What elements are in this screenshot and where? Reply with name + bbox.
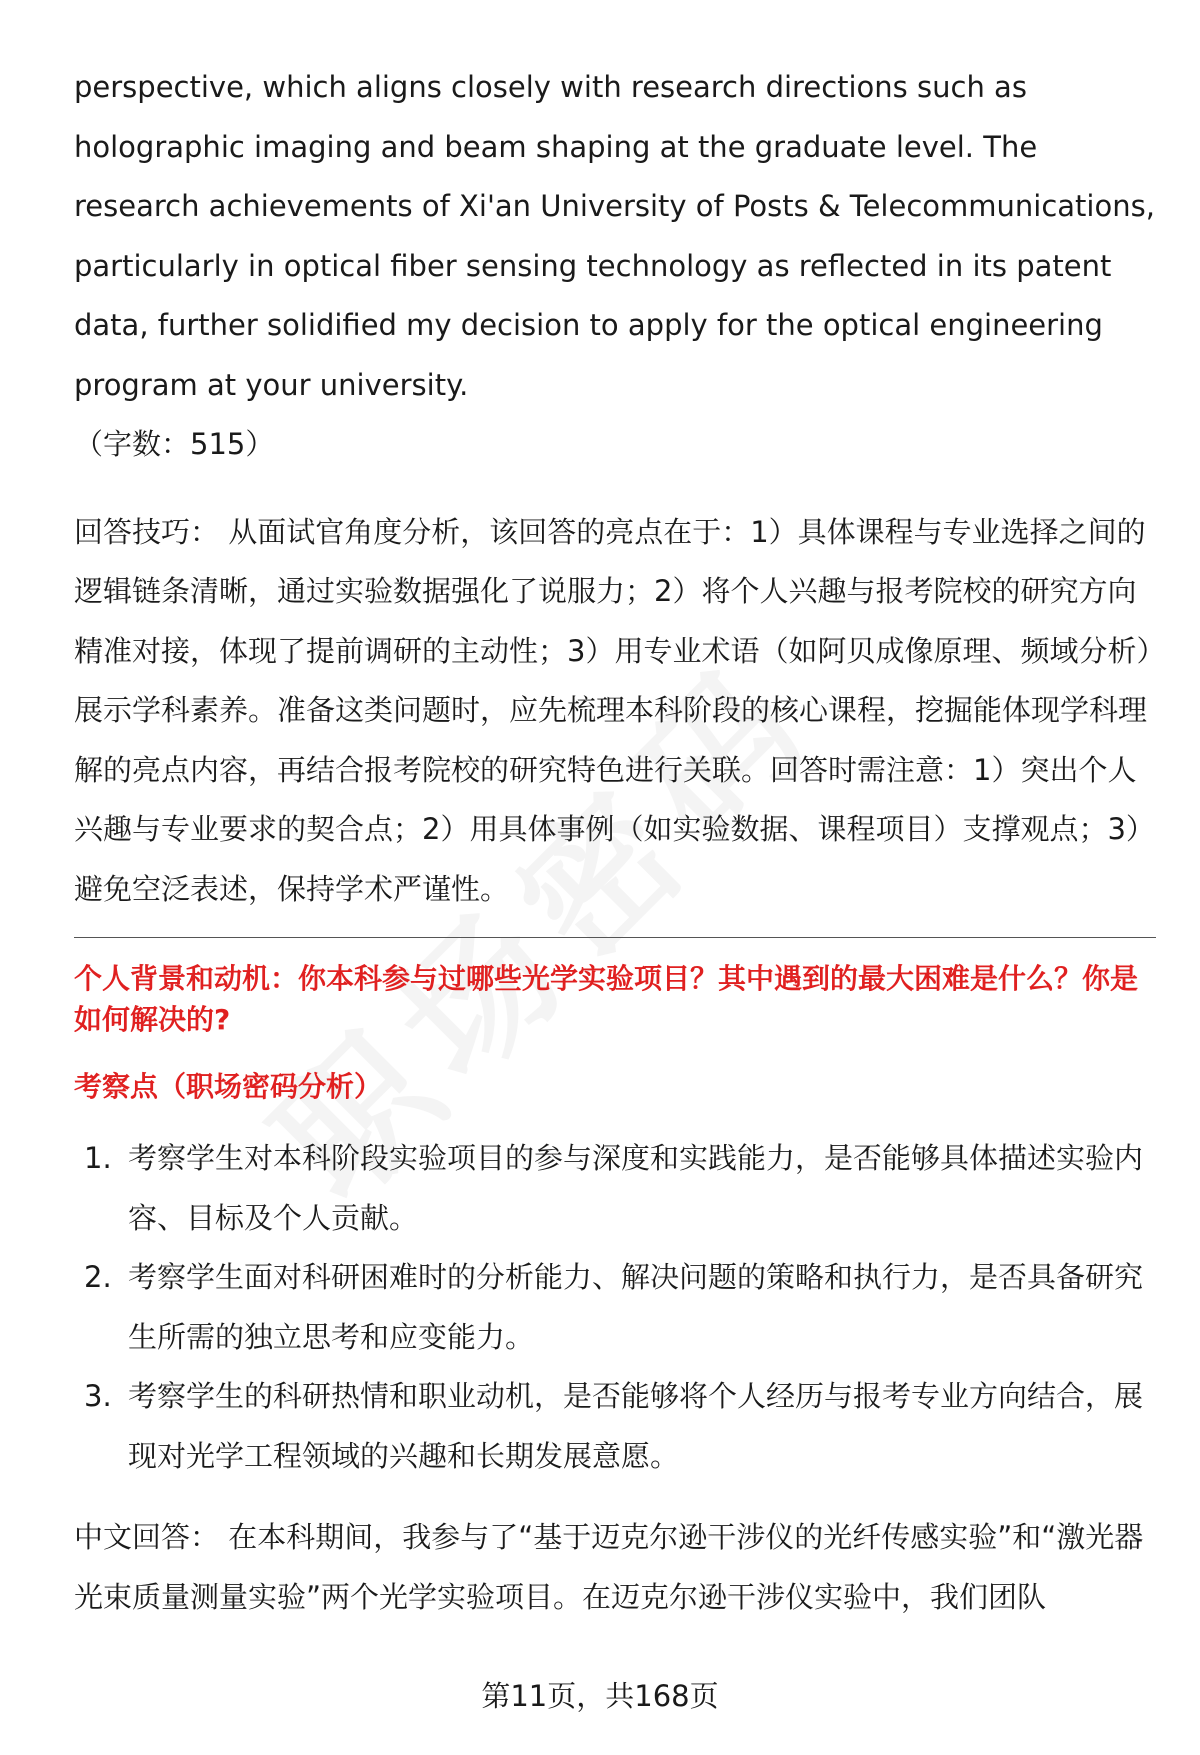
answer-tips-paragraph: 回答技巧： 从面试官角度分析，该回答的亮点在于：1）具体课程与专业选择之间的逻辑链条清晰，通过实验数据强化了说服力；2）将个人兴趣与报考院校的研究方向精准对接，体现了提前调研的主动性；3）用专业术语（如阿贝成像原理、频域分析）展示学科素养。准备这类问题时，应先梳理本科阶段的核心课程，挖掘能体现学科理解的亮点内容，再结合报考院校的研究特色进行关联。回答时需注意：1）突出个人兴趣与专业要求的契合点；2）用具体事例（如实验数据、课程项目）支撑观点；3）避免空泛表述，保持学术严谨性。 [74,514,1155,906]
page-content [74,58,1156,1627]
spacer [74,475,1156,503]
list-item-text: 考察学生面对科研困难时的分析能力、解决问题的策略和执行力，是否具备研究生所需的独立思考和应变能力。 [128,1260,1144,1354]
list-item-text: 考察学生的科研热情和职业动机，是否能够将个人经历与报考专业方向结合，展现对光学工程领域的兴趣和长期发展意愿。 [128,1379,1144,1473]
assessment-list [74,1129,1156,1486]
question-heading: 个人背景和动机：你本科参与过哪些光学实验项目？其中遇到的最大困难是什么？你是如何解决的? [74,962,1139,1036]
list-item [74,1248,1156,1367]
list-item [74,1129,1156,1248]
list-item-number: 3. [84,1379,112,1413]
list-item-number: 2. [84,1260,112,1294]
assessment-heading: 考察点（职场密码分析） [74,1070,383,1103]
english-answer-paragraph: perspective, which aligns closely with research directions such as holographic imaging and beam shaping at the graduate level. The research achievements of Xi'an University of Posts & Telecommunications, particularly in optical fiber sensing technology as reflected in its patent data, further solidified my decision to apply for the optical engineering program at your university. [74,70,1155,402]
chinese-answer-paragraph: 中文回答： 在本科期间，我参与了“基于迈克尔逊干涉仪的光纤传感实验”和“激光器光束质量测量实验”两个光学实验项目。在迈克尔逊干涉仪实验中，我们团队 [74,1520,1144,1614]
section-divider [74,937,1156,938]
word-count: （字数：515） [74,427,275,461]
page-number-footer: 第11页，共168页 [481,1679,719,1713]
list-item [74,1367,1156,1486]
list-item-text: 考察学生对本科阶段实验项目的参与深度和实践能力，是否能够具体描述实验内容、目标及个人贡献。 [128,1141,1144,1235]
list-item-number: 1. [84,1141,112,1175]
spacer [74,1486,1156,1508]
